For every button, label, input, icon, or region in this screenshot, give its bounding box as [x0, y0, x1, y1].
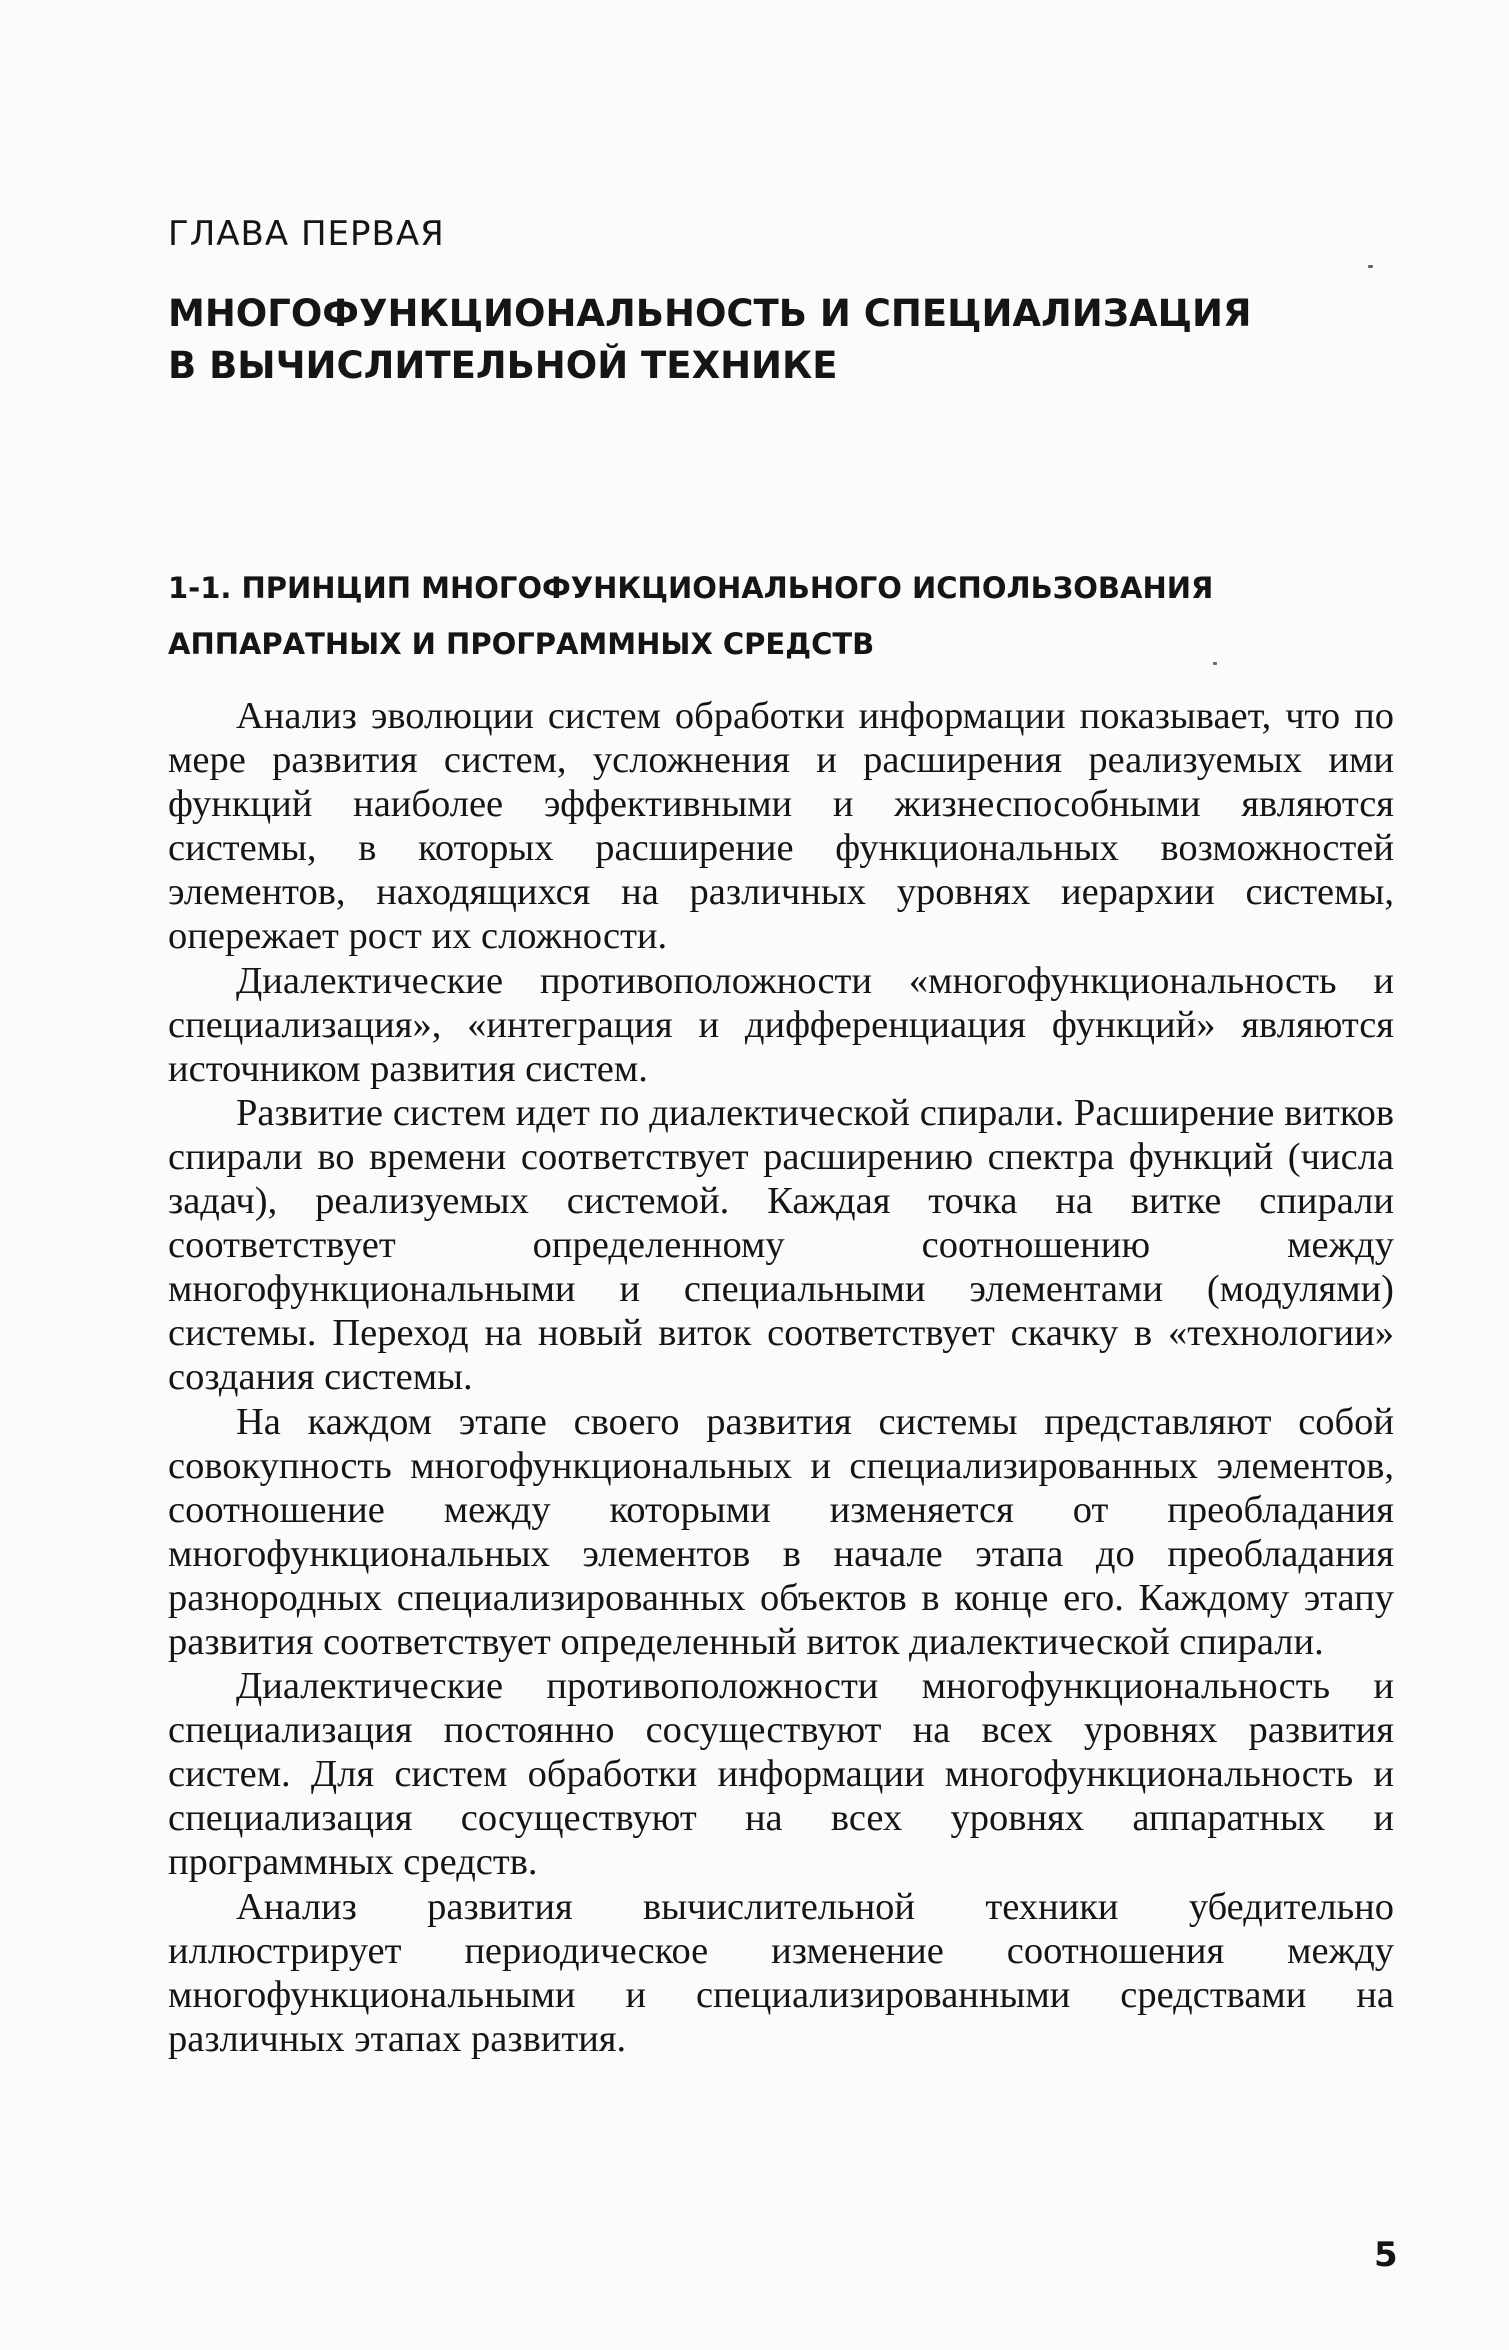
paragraph-3: Развитие систем идет по диалектической спирали. Расширение витков спирали во времени соответствует расширению спектра функций (числа задач), реализуемых системой. Каждая точка на витке спирали соответствует определенному соотношению между многофункциональными и специальными элементами (модулями) системы. Переход на новый виток соответствует скачку в «технологии» создания системы. — [168, 1091, 1394, 1399]
chapter-label: ГЛАВА ПЕРВАЯ — [168, 214, 445, 254]
scan-speck — [1213, 662, 1217, 665]
chapter-title-line-2: В ВЫЧИСЛИТЕЛЬНОЙ ТЕХНИКЕ — [168, 344, 838, 387]
paragraph-1: Анализ эволюции систем обработки информации показывает, что по мере развития систем, усложнения и расширения реализуемых ими функций наиболее эффективными и жизнеспособными являются системы, в которых расширение функциональных возможностей элементов, находящихся на различных уровнях иерархии системы, опережает рост их сложности. — [168, 695, 1394, 958]
scan-speck — [1368, 265, 1373, 268]
section-title — [168, 560, 1348, 672]
chapter-title-line-1: МНОГОФУНКЦИОНАЛЬНОСТЬ И СПЕЦИАЛИЗАЦИЯ — [168, 292, 1252, 335]
section-title-line-1: 1-1. ПРИНЦИП МНОГОФУНКЦИОНАЛЬНОГО ИСПОЛЬЗОВАНИЯ — [168, 571, 1214, 605]
page-number: 5 — [1374, 2235, 1398, 2275]
paragraph-2: Диалектические противоположности «многофункциональность и специализация», «интеграция и дифференциация функций» являются источником развития систем. — [168, 959, 1394, 1090]
body-text — [168, 694, 1394, 2061]
paragraph-5: Диалектические противоположности многофункциональность и специализация постоянно сосуществуют на всех уровнях развития систем. Для систем обработки информации многофункциональность и специализация сосуществуют на всех уровнях аппаратных и программных средств. — [168, 1665, 1394, 1884]
paragraph-6: Анализ развития вычислительной техники убедительно иллюстрирует периодическое изменение соотношения между многофункциональными и специализированными средствами на различных этапах развития. — [168, 1885, 1394, 2060]
paragraph-4: На каждом этапе своего развития системы представляют собой совокупность многофункциональных и специализированных элементов, соотношение между которыми изменяется от преобладания многофункциональных элементов в начале этапа до преобладания разнородных специализированных объектов в конце его. Каждому этапу развития соответствует определенный виток диалектической спирали. — [168, 1400, 1394, 1663]
section-title-line-2: АППАРАТНЫХ И ПРОГРАММНЫХ СРЕДСТВ — [168, 627, 875, 661]
chapter-title — [168, 288, 1328, 392]
